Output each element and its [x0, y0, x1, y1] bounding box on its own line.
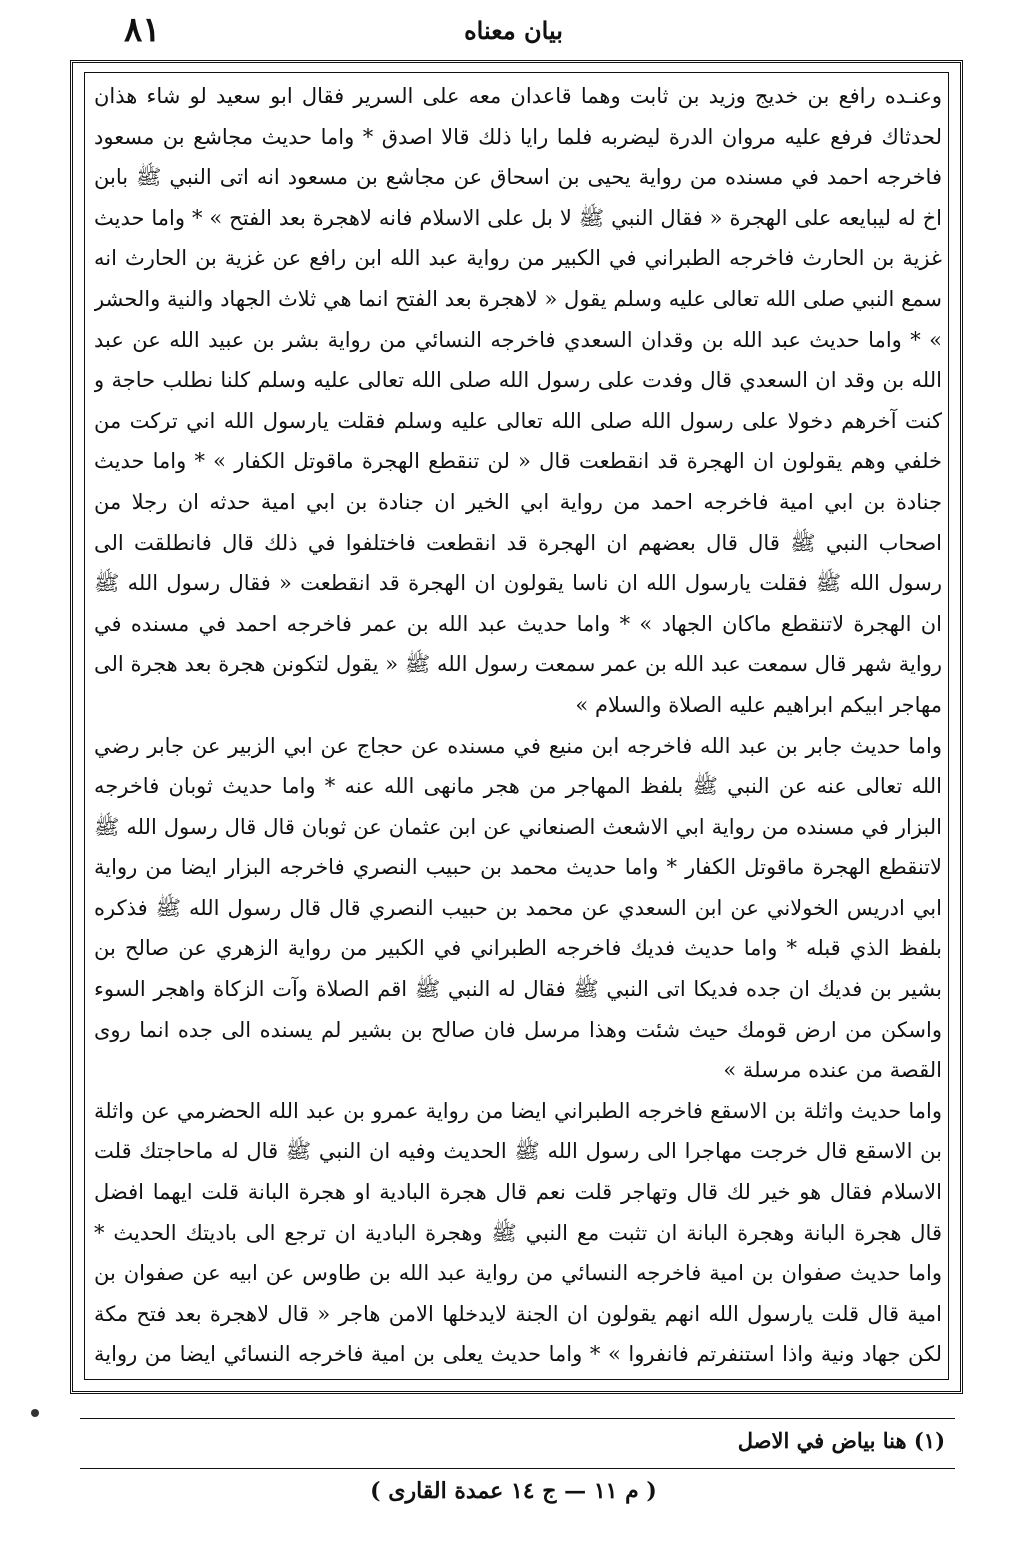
printer-signature: ( م ١١ — ج ١٤ عمدة القارى ) — [370, 1478, 657, 1504]
page-number: ٨١ — [124, 10, 161, 50]
page-header — [60, 10, 967, 52]
footnote — [80, 1428, 955, 1462]
running-title: بيان معناه — [464, 16, 563, 45]
main-text — [94, 76, 942, 1376]
footnote-text: (١) هنا بياض في الاصل — [737, 1428, 945, 1453]
paragraph: واما حديث جابر بن عبد الله فاخرجه ابن منيع في مسنده عن حجاج عن ابي الزبير عن جابر رضي الله تعالى عنه عن النبي ﷺ بلفظ المهاجر من هجر مانهى الله عنه * واما حديث ثوبان فاخرجه البزار في مسنده من رواية ابي الاشعث الصنعاني عن ابن عثمان عن ثوبان قال قال رسول الله ﷺ لاتنقطع الهجرة ماقوتل الكفار * واما حديث محمد بن حبيب النصري فاخرجه البزار ايضا من رواية ابي ادريس الخولاني عن ابن السعدي عن محمد بن حبيب النصري قال قال رسول الله ﷺ فذكره بلفظ الذي قبله * واما حديث فديك فاخرجه الطبراني في الكبير من رواية الزهري عن صالح بن بشير بن فديك ان جده فديكا اتى النبي ﷺ فقال له النبي ﷺ اقم الصلاة وآت الزكاة واهجر السوء واسكن من ارض قومك حيث شئت وهذا مرسل فان صالح بن بشير لم يسنده الى جده انما روى القصة من عنده مرسلة » — [94, 733, 942, 1083]
footnote-divider — [80, 1418, 955, 1419]
paragraph: واما حديث واثلة بن الاسقع فاخرجه الطبراني ايضا من رواية عمرو بن عبد الله الحضرمي عن واثلة بن الاسقع قال خرجت مهاجرا الى رسول الله ﷺ الحديث وفيه ان النبي ﷺ قال له ماحاجتك قلت الاسلام فقال هو خير لك قال وتهاجر قلت نعم قال هجرة البادية او هجرة البانة قلت ايهما افضل قال هجرة البانة وهجرة البانة ان تثبت مع النبي ﷺ وهجرة البادية ان ترجع الى باديتك الحديث * واما حديث صفوان بن امية فاخرجه النسائي من رواية عبد الله بن طاوس عن ابيه عن صفوان بن امية قال قلت يارسول الله انهم يقولون ان الجنة لايدخلها الامن هاجر « قال لاهجرة بعد فتح مكة لكن جهاد ونية واذا استنفرتم فانفروا » * واما حديث يعلى بن امية فاخرجه النسائي ايضا من رواية — [94, 1098, 942, 1367]
paragraph: وعنـده رافع بن خديج وزيد بن ثابت وهما قاعدان معه على السرير فقال ابو سعيد لو شاء هذان لحدثاك فرفع عليه مروان الدرة ليضربه فلما رايا ذلك قالا اصدق * واما حديث مجاشع بن مسعود فاخرجه احمد في مسنده من رواية يحيى بن اسحاق عن مجاشع بن مسعود انه اتى النبي ﷺ بابن اخ له ليبايعه على الهجرة « فقال النبي ﷺ لا بل على الاسلام فانه لاهجرة بعد الفتح » * واما حديث غزية بن الحارث فاخرجه الطبراني في الكبير من رواية عبد الله ابن رافع عن غزية بن الحارث انه سمع النبي صلى الله تعالى عليه وسلم يقول « لاهجرة بعد الفتح انما هي ثلاث الجهاد والنية والحشر » * واما حديث عبد الله بن وقدان السعدي فاخرجه النسائي من رواية بشر بن عبيد الله عن عبد الله بن وقد ان السعدي قال وفدت على رسول الله صلى الله تعالى عليه وسلم كلنا نطلب حاجة و كنت آخرهم دخولا على رسول الله صلى الله تعالى عليه وسلم فقلت يارسول الله اني تركت من خلفي وهم يقولون ان الهجرة قد انقطعت قال « لن تنقطع الهجرة ماقوتل الكفار » * واما حديث جنادة بن ابي امية فاخرجه احمد من رواية ابي الخير ان جنادة بن ابي امية حدثه ان رجلا من اصحاب النبي ﷺ قال قال بعضهم ان الهجرة قد انقطعت فاختلفوا في ذلك قال فانطلقت الى رسول الله ﷺ فقلت يارسول الله ان ناسا يقولون ان الهجرة قد انقطعت « فقال رسول الله ﷺ ان الهجرة لاتنقطع ماكان الجهاد » * واما حديث عبد الله بن عمر فاخرجه احمد في مسنده في رواية شهر قال سمعت عبد الله بن عمر سمعت رسول الله ﷺ « يقول لتكونن هجرة بعد هجرة الى مهاجر ابيكم ابراهيم عليه الصلاة والسلام » — [94, 84, 942, 717]
signature-divider — [80, 1468, 955, 1469]
margin-mark-icon — [28, 1405, 42, 1419]
